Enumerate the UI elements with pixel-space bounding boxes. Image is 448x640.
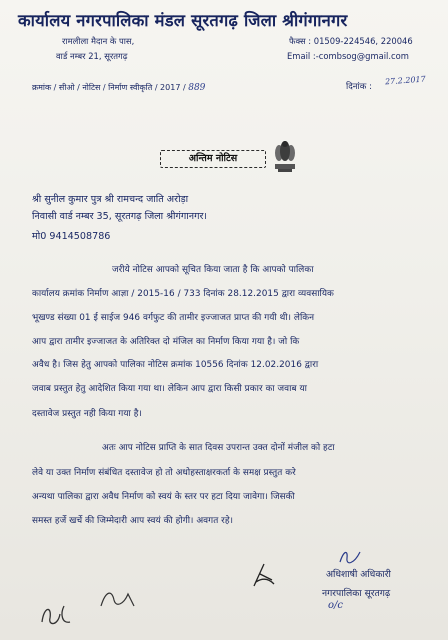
signatory-designation: अधिशाषी अधिकारी <box>326 569 391 580</box>
paragraph-2-line: अन्यथा पालिका द्वारा अवैध निर्माण को स्वयं के स्तर पर हटा दिया जावेगा। जिसकी <box>32 492 295 502</box>
date-label: दिनांक : <box>346 82 373 92</box>
paragraph-1-line: कार्यालय क्रमांक निर्माण आज्ञा / 2015-16 / 733 दिनांक 28.12.2015 द्वारा व्यवसायिक <box>32 289 334 299</box>
address-line-1: रामलीला मैदान के पास, <box>62 36 135 46</box>
recipient-name: श्री सुनील कुमार पुत्र श्री रामचन्द जाति अरोड़ा <box>32 194 189 205</box>
handwritten-mark-icon <box>98 586 138 610</box>
signature-scribble-icon <box>250 560 278 590</box>
reference-number-text: क्रमांक / सीओ / नोटिस / निर्माण स्वीकृति / 2017 / <box>32 83 186 92</box>
initials-scribble-icon <box>338 546 364 568</box>
fax-number: फैक्स : 01509-224546, 220046 <box>289 36 413 46</box>
notice-title-badge <box>160 150 266 168</box>
paragraph-2-line: समस्त हर्जे खर्चे की जिम्मेदारी आप स्वयं की होगी। अवगत रहे। <box>32 516 234 526</box>
address-line-2: वार्ड नम्बर 21, सूरतगढ़ <box>56 51 128 61</box>
signatory-office: नगरपालिका सूरतगढ़ <box>322 588 391 599</box>
paragraph-1-line: अवैध है। जिस हेतु आपको पालिका नोटिस क्रमांक 10556 दिनांक 12.02.2016 द्वारा <box>32 360 319 370</box>
state-emblem-icon <box>271 138 299 174</box>
paragraph-1-line: आप द्वारा तामीर इज्जाजत के अतिरिक्त दो मंजिल का निर्माण किया गया है। जो कि <box>32 337 300 347</box>
recipient-address: निवासी वार्ड नम्बर 35, सूरतगढ़ जिला श्रीगंगानगर। <box>32 211 208 222</box>
paragraph-2-line: लेवे या उक्त निर्माण संबंधित दस्तावेज हो तो अधोहस्ताक्षरकर्ता के समक्ष प्रस्तुत करे <box>32 468 296 478</box>
paragraph-1-line: जवाब प्रस्तुत हेतु आदेशित किया गया था। लेकिन आप द्वारा किसी प्रकार का जवाब या <box>32 384 307 394</box>
paragraph-1-line: भूखण्ड संख्या 01 ई साईज 946 वर्गफुट की तामीर इज्जाजत प्राप्त की गयी थी। लेकिन <box>32 313 315 323</box>
handwritten-number-icon <box>38 600 78 630</box>
paragraph-1-line: जरीये नोटिस आपको सूचित किया जाता है कि आपको पालिका <box>112 265 314 275</box>
reference-number-handwritten: 889 <box>188 83 206 93</box>
reference-row <box>32 82 442 93</box>
handwritten-oc-note: o/c <box>328 600 343 611</box>
recipient-mobile: मो0 9414508786 <box>32 231 111 242</box>
paragraph-1-line: दस्तावेज प्रस्तुत नही किया गया है। <box>32 409 142 419</box>
office-title: कार्यालय नगरपालिका मंडल सूरतगढ़ जिला श्रीगंगानगर <box>18 11 348 30</box>
notice-title: अन्तिम नोटिस <box>188 153 238 164</box>
date-handwritten: 27.2.2017 <box>384 74 426 87</box>
email-address: Email :-combsog@gmail.com <box>287 51 409 61</box>
paragraph-2-line: अतः आप नोटिस प्राप्ति के सात दिवस उपरान्त उक्त दोनों मंजील को हटा <box>102 443 335 453</box>
